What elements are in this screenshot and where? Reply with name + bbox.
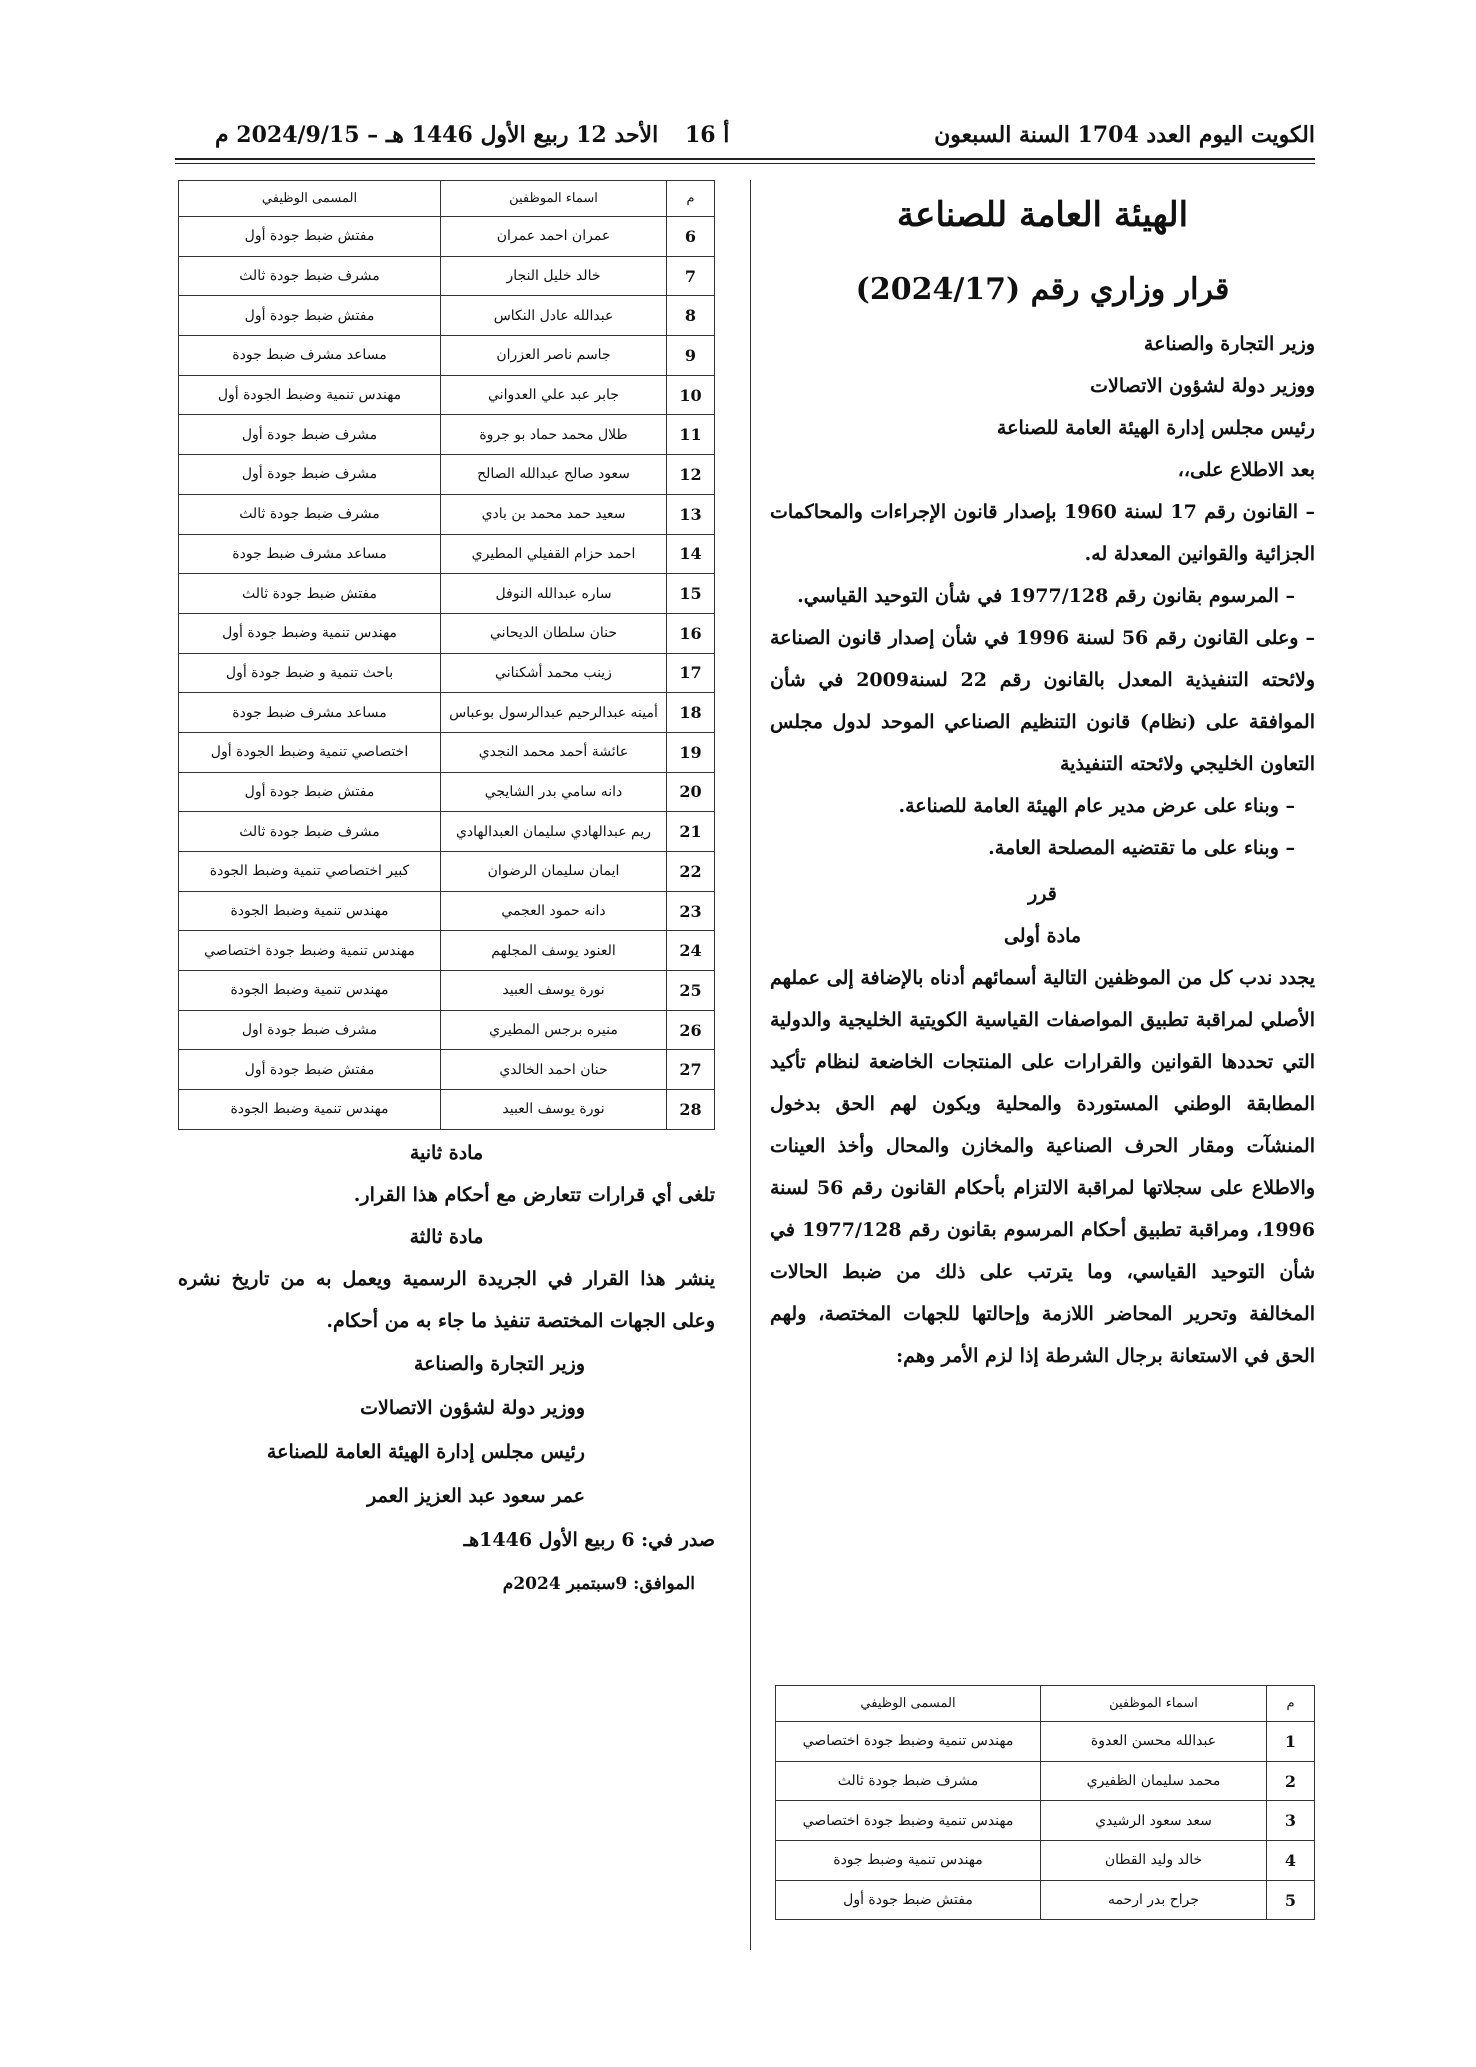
employee-name: عائشة أحمد محمد النجدي [441, 732, 667, 772]
article1-title: مادة أولى [1003, 925, 1082, 947]
table-row [179, 494, 715, 534]
row-number: 13 [667, 494, 715, 534]
employees-table-1 [775, 1685, 1315, 1920]
row-number: 11 [667, 415, 715, 455]
table-row [776, 1722, 1315, 1762]
row-number: 14 [667, 534, 715, 574]
row-number: 4 [1267, 1841, 1315, 1881]
row-number: 25 [667, 971, 715, 1011]
job-title: مفتش ضبط جودة ثالث [179, 574, 441, 614]
employee-name: ريم عبدالهادي سليمان العبدالهادي [441, 812, 667, 852]
employee-name: منيره برجس المطيري [441, 1010, 667, 1050]
job-title: مهندس تنمية وضبط الجودة [179, 971, 441, 1011]
row-number: 23 [667, 891, 715, 931]
row-number: 18 [667, 693, 715, 733]
job-title: مساعد مشرف ضبط جودة [179, 534, 441, 574]
job-title: مفتش ضبط جودة أول [179, 1050, 441, 1090]
table-row [179, 1090, 715, 1130]
col-header-title: المسمى الوظيفي [776, 1686, 1041, 1722]
row-number: 3 [1267, 1801, 1315, 1841]
row-number: 16 [667, 613, 715, 653]
row-number: 6 [667, 217, 715, 257]
row-number: 8 [667, 296, 715, 336]
job-title: باحث تنمية و ضبط جودة أول [179, 653, 441, 693]
table-row [179, 812, 715, 852]
row-number: 1 [1267, 1722, 1315, 1762]
employee-name: دانه سامي بدر الشايجي [441, 772, 667, 812]
job-title: مشرف ضبط جودة أول [179, 455, 441, 495]
row-number: 7 [667, 256, 715, 296]
job-title: مساعد مشرف ضبط جودة [179, 336, 441, 376]
employee-name: نورة يوسف العبيد [441, 971, 667, 1011]
table-row [179, 1010, 715, 1050]
job-title: اختصاصي تنمية وضبط الجودة أول [179, 732, 441, 772]
table-row [179, 256, 715, 296]
intro-line: بعد الاطلاع على،، [1177, 459, 1315, 481]
table-row [179, 772, 715, 812]
clause: – وعلى القانون رقم 56 لسنة 1996 في شأن إصدار قانون الصناعة ولائحته التنفيذية المعدل بالقانون رقم 22 لسنة2009 في شأن الموافقة على (نظام) قانون التنظيم الصناعي الموحد لدول مجلس التعاون الخليجي ولائحته التنفيذية [770, 627, 1316, 775]
employee-name: جراح بدر ارحمه [1041, 1880, 1267, 1920]
employee-name: عمران احمد عمران [441, 217, 667, 257]
job-title: مفتش ضبط جودة أول [179, 296, 441, 336]
row-number: 26 [667, 1010, 715, 1050]
signature-name: عمر سعود عبد العزيز العمر [367, 1485, 585, 1507]
employee-name: خالد وليد القطان [1041, 1841, 1267, 1881]
job-title: مهندس تنمية وضبط الجودة أول [179, 375, 441, 415]
table-row [179, 415, 715, 455]
intro-line: ووزير دولة لشؤون الاتصالات [1090, 375, 1315, 397]
row-number: 20 [667, 772, 715, 812]
row-number: 17 [667, 653, 715, 693]
clause: – وبناء على عرض مدير عام الهيئة العامة للصناعة. [898, 795, 1295, 817]
table-row [179, 971, 715, 1011]
row-number: 27 [667, 1050, 715, 1090]
article3-text: ينشر هذا القرار في الجريدة الرسمية ويعمل به من تاريخ نشره وعلى الجهات المختصة تنفيذ ما جاء به من أحكام. [178, 1268, 715, 1332]
col-header-num: م [1267, 1686, 1315, 1722]
employee-name: خالد خليل النجار [441, 256, 667, 296]
employee-name: سعود صالح عبدالله الصالح [441, 455, 667, 495]
employee-name: حنان احمد الخالدي [441, 1050, 667, 1090]
row-number: 9 [667, 336, 715, 376]
article1-text: يجدد ندب كل من الموظفين التالية أسمائهم أدناه بالإضافة إلى عملهم الأصلي لمراقبة تطبيق المواصفات القياسية الكويتية الخليجية والدولية التي تحددها القوانين والقرارات على المنتجات الخاضعة لنظام تأكيد المطابقة الوطني المستوردة والمحلية ويكون لهم الحق بدخول المنشآت ومقار الحرف الصناعية والمخازن والمحال وأخذ العينات والاطلاع على سجلاتها لمراقبة الالتزام بأحكام القانون رقم 56 لسنة 1996، ومراقبة تطبيق أحكام المرسوم بقانون رقم 1977/128 في شأن التوحيد القياسي، وما يترتب على ذلك من ضبط الحالات المخالفة وتحرير المحاضر اللازمة وإحالتها للجهات المختصة، ولهم الحق في الاستعانة برجال الشرطة إذا لزم الأمر وهم: [770, 967, 1315, 1367]
employee-name: العنود يوسف المجلهم [441, 931, 667, 971]
right-column [770, 185, 1315, 1377]
table-row [179, 217, 715, 257]
table-row [179, 534, 715, 574]
row-number: 28 [667, 1090, 715, 1130]
article2-text: تلغى أي قرارات تتعارض مع أحكام هذا القرار. [353, 1184, 715, 1206]
job-title: مهندس تنمية وضبط الجودة [179, 1090, 441, 1130]
job-title: مساعد مشرف ضبط جودة [179, 693, 441, 733]
table-row [179, 852, 715, 892]
employee-name: حنان سلطان الديحاني [441, 613, 667, 653]
intro-line: رئيس مجلس إدارة الهيئة العامة للصناعة [996, 417, 1315, 439]
employee-name: محمد سليمان الظفيري [1041, 1761, 1267, 1801]
row-number: 24 [667, 931, 715, 971]
signature-line: وزير التجارة والصناعة [413, 1353, 585, 1375]
table-row [179, 653, 715, 693]
row-number: 22 [667, 852, 715, 892]
table-row [776, 1761, 1315, 1801]
employee-name: احمد حزام القفيلي المطيري [441, 534, 667, 574]
clause: – المرسوم بقانون رقم 1977/128 في شأن التوحيد القياسي. [797, 585, 1295, 607]
header-date: الأحد 12 ربيع الأول 1446 هـ – 2024/9/15 م [215, 122, 659, 148]
job-title: مفتش ضبط جودة أول [179, 772, 441, 812]
intro-line: وزير التجارة والصناعة [1143, 333, 1315, 355]
employee-name: زينب محمد أشكناني [441, 653, 667, 693]
job-title: مهندس تنمية وضبط جودة اختصاصي [776, 1722, 1041, 1762]
article3-title: مادة ثالثة [409, 1226, 484, 1248]
employee-name: عبدالله محسن العدوة [1041, 1722, 1267, 1762]
row-number: 10 [667, 375, 715, 415]
job-title: مهندس تنمية وضبط جودة [776, 1841, 1041, 1881]
left-column-text [178, 1132, 715, 1606]
job-title: مهندس تنمية وضبط الجودة [179, 891, 441, 931]
row-number: 19 [667, 732, 715, 772]
employee-name: عبدالله عادل النكاس [441, 296, 667, 336]
job-title: مشرف ضبط جودة ثالث [179, 812, 441, 852]
table-row [179, 574, 715, 614]
table-row [179, 375, 715, 415]
row-number: 12 [667, 455, 715, 495]
table-row [179, 296, 715, 336]
table-row [179, 455, 715, 495]
job-title: مشرف ضبط جودة اول [179, 1010, 441, 1050]
employee-name: أمينه عبدالرحيم عبدالرسول بوعباس [441, 693, 667, 733]
table-row [776, 1841, 1315, 1881]
table-row [776, 1880, 1315, 1920]
job-title: مشرف ضبط جودة أول [179, 415, 441, 455]
job-title: كبير اختصاصي تنمية وضبط الجودة [179, 852, 441, 892]
article2-title: مادة ثانية [409, 1142, 484, 1164]
header-rule-thin [175, 163, 1315, 164]
col-header-num: م [667, 181, 715, 217]
clause: – وبناء على ما تقتضيه المصلحة العامة. [988, 837, 1295, 859]
employee-name: جاسم ناصر العزران [441, 336, 667, 376]
employee-name: نورة يوسف العبيد [441, 1090, 667, 1130]
row-number: 5 [1267, 1880, 1315, 1920]
column-divider [750, 180, 751, 1950]
job-title: مهندس تنمية وضبط جودة اختصاصي [776, 1801, 1041, 1841]
row-number: 15 [667, 574, 715, 614]
col-header-name: اسماء الموظفين [441, 181, 667, 217]
employee-name: ساره عبدالله النوفل [441, 574, 667, 614]
table-row [776, 1801, 1315, 1841]
col-header-title: المسمى الوظيفي [179, 181, 441, 217]
employee-name: سعد سعود الرشيدي [1041, 1801, 1267, 1841]
table-row [179, 1050, 715, 1090]
col-header-name: اسماء الموظفين [1041, 1686, 1267, 1722]
page-title: الهيئة العامة للصناعة [896, 195, 1189, 235]
row-number: 21 [667, 812, 715, 852]
table-row [179, 336, 715, 376]
signature-line: ووزير دولة لشؤون الاتصالات [360, 1397, 585, 1419]
clause: – القانون رقم 17 لسنة 1960 بإصدار قانون الإجراءات والمحاكمات الجزائية والقوانين المعدلة له. [770, 501, 1316, 565]
job-title: مهندس تنمية وضبط جودة اختصاصي [179, 931, 441, 971]
corresponding-date: الموافق: 9سبتمبر 2024م [502, 1574, 695, 1594]
issued-date: صدر في: 6 ربيع الأول 1446هـ [463, 1529, 715, 1551]
table-row [179, 613, 715, 653]
job-title: مهندس تنمية وضبط جودة أول [179, 613, 441, 653]
employee-name: دانه حمود العجمي [441, 891, 667, 931]
table-row [179, 732, 715, 772]
row-number: 2 [1267, 1761, 1315, 1801]
header-rule [175, 158, 1315, 160]
table-row [179, 693, 715, 733]
job-title: مشرف ضبط جودة ثالث [776, 1761, 1041, 1801]
signature-line: رئيس مجلس إدارة الهيئة العامة للصناعة [266, 1441, 585, 1463]
job-title: مفتش ضبط جودة أول [179, 217, 441, 257]
employee-name: سعيد حمد محمد بن بادي [441, 494, 667, 534]
job-title: مشرف ضبط جودة ثالث [179, 256, 441, 296]
table-row [179, 891, 715, 931]
header-page-number: أ 16 [685, 122, 730, 148]
employee-name: ايمان سليمان الرضوان [441, 852, 667, 892]
header-issue: الكويت اليوم العدد 1704 السنة السبعون [934, 122, 1315, 148]
employees-table-2 [178, 180, 715, 1130]
decided-heading: قرر [1028, 883, 1057, 905]
job-title: مفتش ضبط جودة أول [776, 1880, 1041, 1920]
decree-number: قرار وزاري رقم (2024/17) [855, 272, 1230, 307]
job-title: مشرف ضبط جودة ثالث [179, 494, 441, 534]
employee-name: طلال محمد حماد بو جروة [441, 415, 667, 455]
employee-name: جابر عبد علي العدواني [441, 375, 667, 415]
table-row [179, 931, 715, 971]
page-header [175, 118, 1315, 158]
